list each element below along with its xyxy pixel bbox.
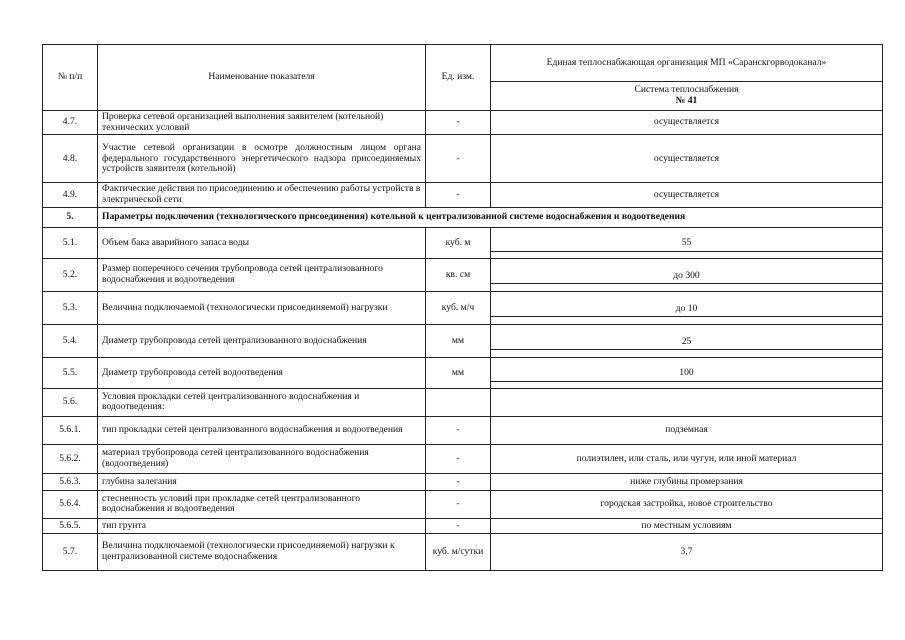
row-unit: - [426,111,491,135]
row-num: 5.6.4. [43,490,98,518]
row-value: 55 [491,227,883,251]
row-value: до 10 [491,291,883,317]
header-system-label: Система теплоснабжения [634,84,739,96]
table-row [43,357,883,381]
row-num: 5.6.3. [43,473,98,490]
row-name: Условия прокладки сетей централизованного водоснабжения и водоотведения: [98,388,426,416]
row-name: Диаметр трубопровода сетей водоотведения [98,357,426,388]
row-value: до 300 [491,258,883,284]
row-name: Диаметр трубопровода сетей централизованного водоснабжения [98,324,426,357]
section-num: 5. [43,207,98,227]
row-unit: куб. м [426,227,491,258]
indicators-table [42,44,883,571]
row-unit [426,388,491,416]
row-unit: мм [426,324,491,357]
row-unit: - [426,473,491,490]
row-value: осуществляется [491,183,883,207]
table-row [43,183,883,207]
row-name: Проверка сетевой организацией выполнения заявителем (котельной) технических условий [98,111,426,135]
row-name: тип прокладки сетей централизованного водоснабжения и водоотведения [98,416,426,444]
row-name: глубина залегания [98,473,426,490]
row-value: по местным условиям [491,518,883,533]
row-value: 3,7 [491,533,883,570]
header-name: Наименование показателя [98,45,426,111]
row-name: Величина подключаемой (технологически присоединяемой) нагрузки к централизованной системе водоснабжения [98,533,426,570]
row-name: материал трубопровода сетей централизованного водоснабжения (водоотведения) [98,444,426,473]
table-row [43,135,883,183]
row-value: ниже глубины промерзания [491,473,883,490]
row-value: осуществляется [491,111,883,135]
table-row [43,473,883,490]
row-value [491,388,883,416]
empty-cell [491,317,883,325]
row-value: городская застройка, новое строительство [491,490,883,518]
empty-cell [491,381,883,388]
row-num: 5.1. [43,227,98,258]
table-row [43,533,883,570]
row-name: Объем бака аварийного запаса воды [98,227,426,258]
header-unit: Ед. изм. [426,45,491,111]
row-name: тип грунта [98,518,426,533]
row-num: 5.6. [43,388,98,416]
table-row [43,518,883,533]
row-name: Величина подключаемой (технологически присоединяемой) нагрузки [98,291,426,324]
row-num: 4.9. [43,183,98,207]
row-num: 4.8. [43,135,98,183]
row-unit: - [426,135,491,183]
row-unit: - [426,444,491,473]
empty-cell [491,251,883,258]
row-unit: - [426,490,491,518]
row-unit: куб. м/ч [426,291,491,324]
row-num: 5.6.5. [43,518,98,533]
row-value: полиэтилен, или сталь, или чугун, или иной материал [491,444,883,473]
table-header-row [43,45,883,82]
header-system [491,82,883,111]
row-name: стесненность условий при прокладке сетей централизованного водоснабжения и водоотведения [98,490,426,518]
table-row [43,490,883,518]
table-row [43,416,883,444]
row-unit: кв. см [426,258,491,291]
row-value: осуществляется [491,135,883,183]
row-unit: куб. м/сутки [426,533,491,570]
header-system-number: № 41 [675,95,698,106]
table-row [43,388,883,416]
section-title: Параметры подключения (технологического присоединения) котельной к централизованной системе водоснабжения и водоотведения [98,207,883,227]
row-unit: - [426,183,491,207]
row-unit: - [426,416,491,444]
row-num: 4.7. [43,111,98,135]
row-num: 5.6.2. [43,444,98,473]
table-row [43,227,883,251]
row-num: 5.4. [43,324,98,357]
row-value: 25 [491,324,883,350]
header-org: Единая теплоснабжающая организация МП «Саранскгорводоканал» [491,45,883,82]
row-value: 100 [491,357,883,381]
row-value: подземная [491,416,883,444]
row-unit: мм [426,357,491,388]
row-num: 5.6.1. [43,416,98,444]
row-num: 5.3. [43,291,98,324]
row-num: 5.5. [43,357,98,388]
table-row [43,111,883,135]
empty-cell [491,350,883,358]
row-num: 5.2. [43,258,98,291]
section-row [43,207,883,227]
header-num: № п/п [43,45,98,111]
row-name: Размер поперечного сечения трубопровода сетей централизованного водоснабжения и водоотведения [98,258,426,291]
table-row [43,444,883,473]
table-row [43,258,883,284]
table-row [43,324,883,350]
table-row [43,291,883,317]
row-unit: - [426,518,491,533]
row-num: 5.7. [43,533,98,570]
row-name: Фактические действия по присоединению и обеспечению работы устройств в электрической сети [98,183,426,207]
empty-cell [491,284,883,292]
row-name: Участие сетевой организации в осмотре должностным лицом органа федерального государственного энергетического надзора присоединяемых устройств заявителя (котельной) [98,135,426,183]
